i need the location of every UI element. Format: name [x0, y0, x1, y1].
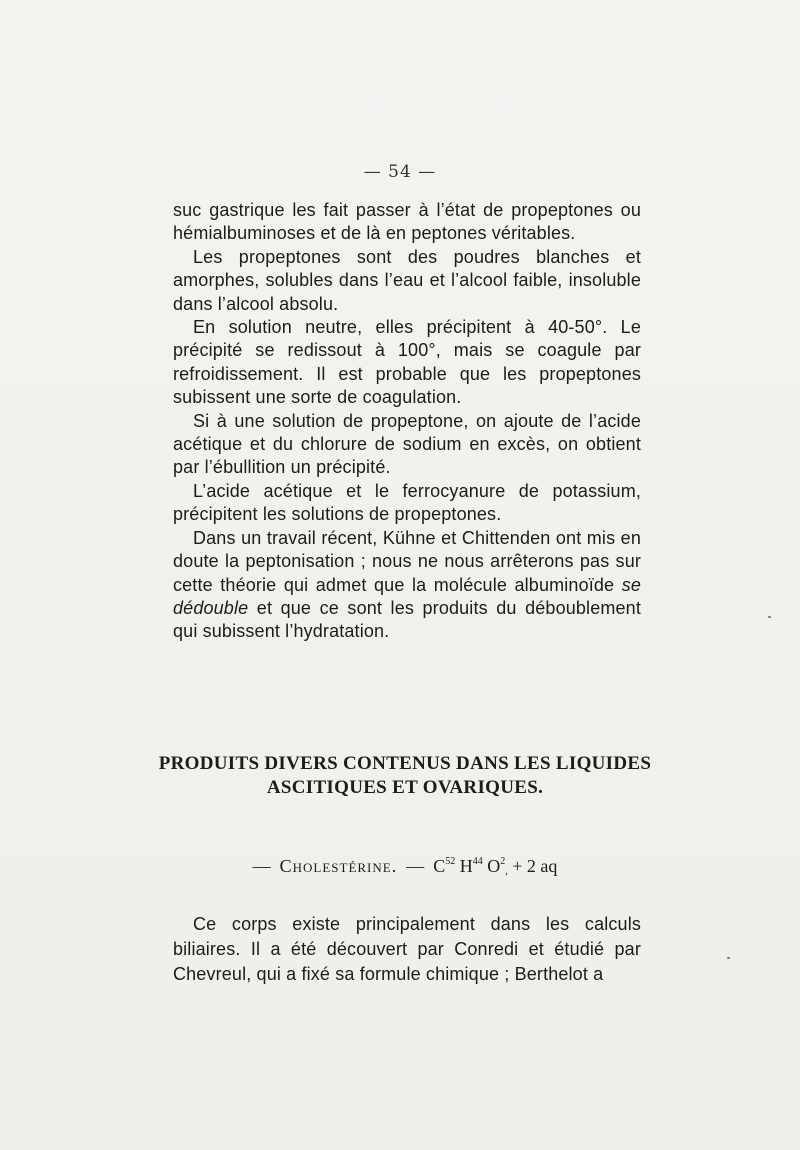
main-text-block	[173, 199, 641, 644]
paper-speck	[727, 957, 730, 959]
paragraph: Si à une solution de propeptone, on ajoute de l’acide acétique et du chlorure de sodium en excès, on obtient par l’ébullition un précipité.	[173, 410, 641, 478]
page-number: — 54 —	[363, 162, 437, 182]
paragraph: suc gastrique les fait passer à l’état de propeptones ou hémialbuminoses et de là en peptones véritables.	[173, 200, 641, 244]
chemical-formula	[433, 856, 557, 876]
paragraph: Ce corps existe principalement dans les calculs biliaires. Il a été découvert par Conredi et étudié par Chevreul, qui a fixé sa formule chimique ; Berthelot a	[173, 914, 641, 984]
paragraph: En solution neutre, elles précipitent à 40-50°. Le précipité se redissout à 100°, mais se coagule par refroidissement. Il est probable que les propeptones subissent une sorte de coagulation.	[173, 317, 641, 408]
italic-phrase: se dédouble	[173, 574, 641, 618]
heading-line: PRODUITS DIVERS CONTENUS DANS LES LIQUIDES	[158, 753, 652, 774]
subsection-heading	[150, 850, 660, 884]
paragraph	[173, 527, 641, 644]
paragraph-text: et que ce sont les produits du déboublement qui subissent l’hydratation.	[173, 597, 641, 642]
em-dash: —	[252, 856, 271, 876]
secondary-text-block	[173, 912, 641, 987]
subscript-number: 52	[445, 856, 456, 867]
formula-suffix: + 2 aq	[512, 856, 558, 876]
em-dash: —	[406, 856, 425, 876]
paragraph-text: Dans un travail récent, Kühne et Chittenden ont mis en doute la peptonisation ; nous ne nous arrêterons pas sur cette théorie qui admet que la molécule albuminoïde	[173, 527, 641, 595]
paragraph: Les propeptones sont des poudres blanches et amorphes, solubles dans l’eau et l’alcool faible, insoluble dans l’alcool absolu.	[173, 246, 641, 314]
element-symbol: H	[459, 856, 473, 876]
formula-comma: ,	[505, 866, 508, 877]
compound-name: Cholestérine.	[279, 856, 398, 876]
section-heading	[150, 752, 660, 800]
subscript-number: 2	[500, 856, 506, 867]
element-symbol: O	[487, 856, 501, 876]
heading-line: ASCITIQUES ET OVARIQUES.	[266, 777, 544, 798]
paper-speck	[768, 616, 771, 618]
element-symbol: C	[433, 856, 446, 876]
subscript-number: 44	[472, 856, 483, 867]
paragraph: L’acide acétique et le ferrocyanure de potassium, précipitent les solutions de propeptones.	[173, 480, 641, 525]
